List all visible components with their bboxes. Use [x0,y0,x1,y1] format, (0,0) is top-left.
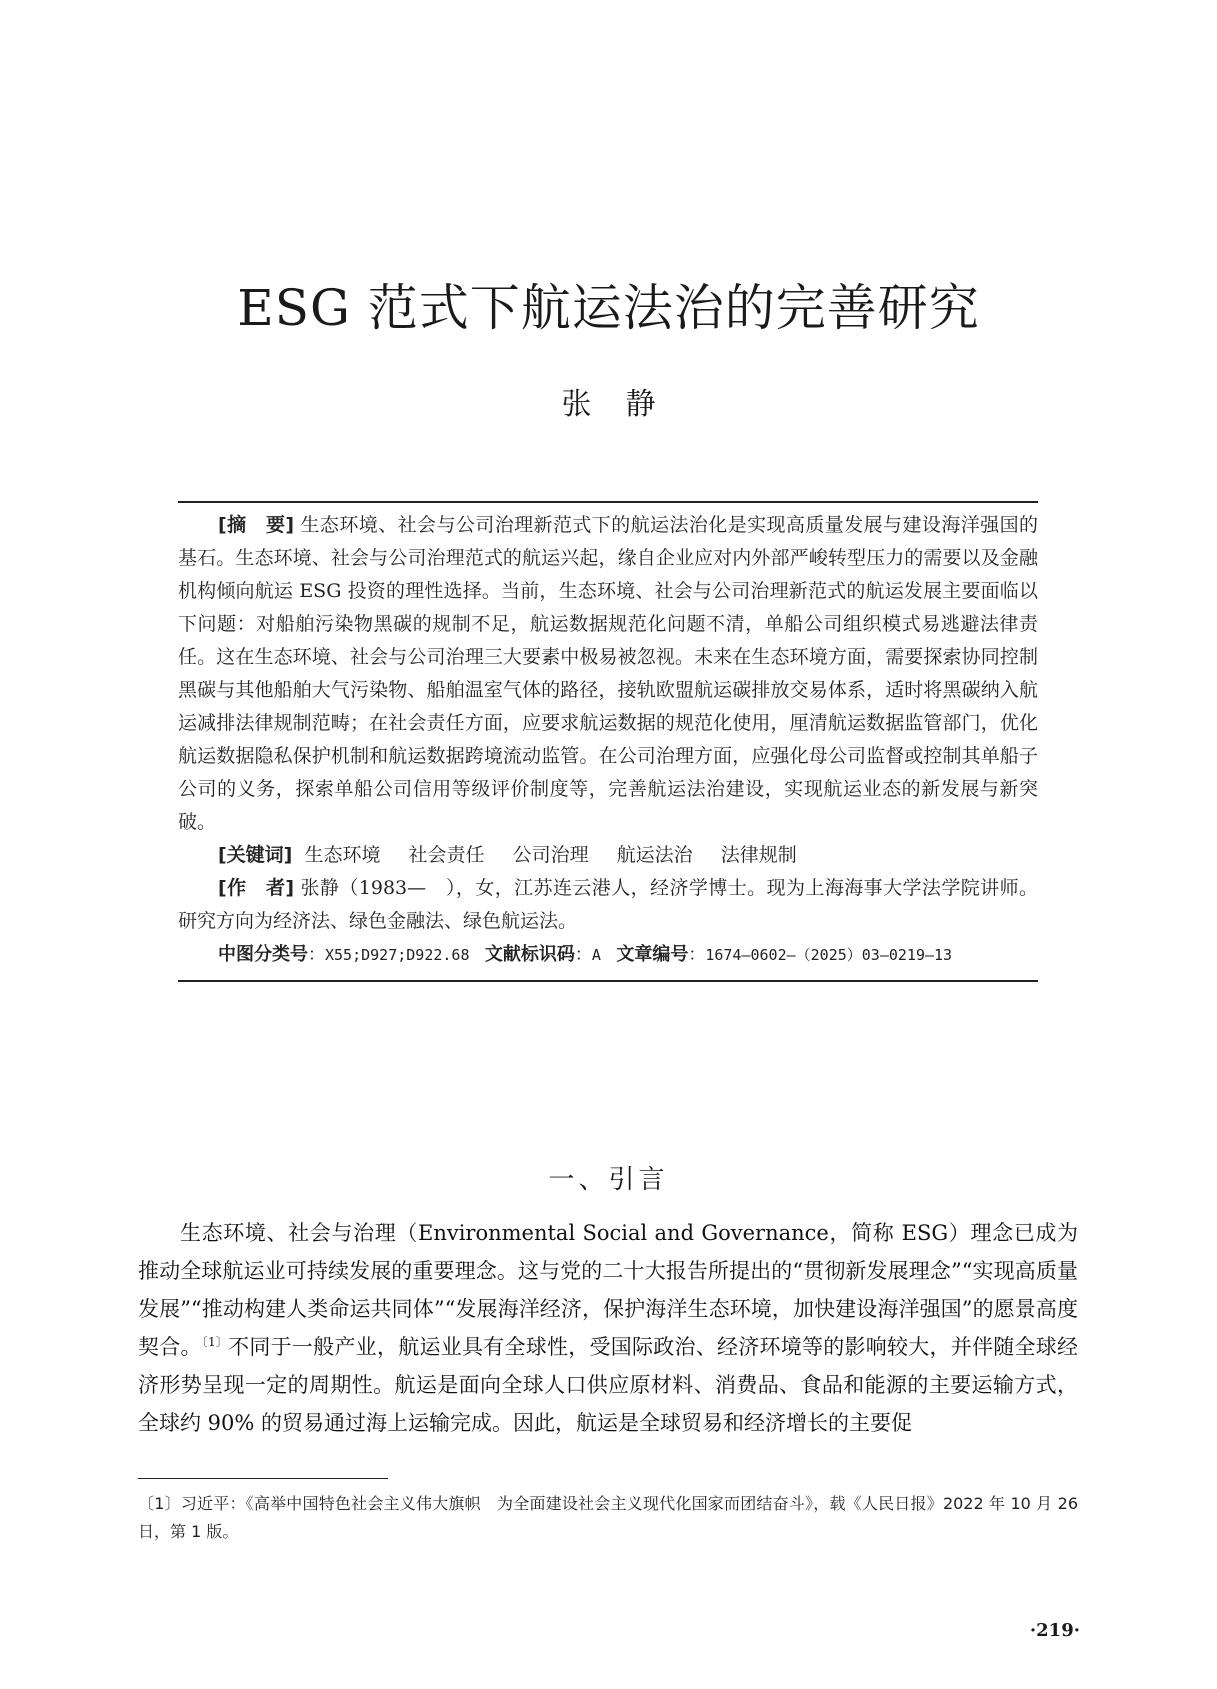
article-no-label: 文章编号 [616,944,689,965]
paper-title: ESG 范式下航运法治的完善研究 [237,279,980,337]
keyword-item: 生态环境 [304,844,381,866]
abstract-tag: [摘 要] [218,514,295,536]
body-text-part2: 不同于一般产业，航运业具有全球性，受国际政治、经济环境等的影响较大，并伴随全球经济形势呈现一定的周期性。航运是面向全球人口供应原材料、消费品、食品和能源的主要运输方式，全球约 90% 的贸易通过海上运输完成。因此，航运是全球贸易和经济增长的主要促 [138,1335,1079,1435]
footnote: 〔1〕习近平：《高举中国特色社会主义伟大旗帜 为全面建设社会主义现代化国家而团结奋斗》，载《人民日报》2022 年 10 月 26 日，第 1 版。 [138,1494,1078,1541]
clc-value: X55;D927;D922.68 [325,946,470,964]
keywords-tag: [关键词] [218,844,293,866]
reference-mark[interactable]: 〔1〕 [201,1335,229,1349]
author-info-paragraph [178,872,1038,938]
body-paragraph [138,1214,1078,1442]
doc-code-label: 文献标识码 [484,944,575,965]
author-info-tag: [作 者] [218,877,295,899]
abstract-box [178,501,1038,982]
article-no-value: 1674—0602—（2025）03—0219—13 [705,946,953,964]
keyword-item: 法律规制 [720,844,797,866]
footnote-divider [138,1478,388,1479]
author-info-text: 张静（1983— ），女，江苏连云港人，经济学博士。现为上海海事大学法学院讲师。研究方向为经济法、绿色金融法、绿色航运法。 [178,877,1039,932]
page-number: ·219· [1029,1620,1080,1641]
abstract-paragraph [178,509,1038,839]
keyword-item: 公司治理 [512,844,589,866]
keyword-item: 航运法治 [616,844,693,866]
abstract-text: 生态环境、社会与公司治理新范式下的航运法治化是实现高质量发展与建设海洋强国的基石。生态环境、社会与公司治理范式的航运兴起，缘自企业应对内外部严峻转型压力的需要以及金融机构倾向航运 ESG 投资的理性选择。当前，生态环境、社会与公司治理新范式的航运发展主要面临以下问题：对船舶污染物黑碳的规制不足，航运数据规范化问题不清，单船公司组织模式易逃避法律责任。这在生态环境、社会与公司治理三大要素中极易被忽视。未来在生态环境方面，需要探索协同控制黑碳与其他船舶大气污染物、船舶温室气体的路径，接轨欧盟航运碳排放交易体系，适时将黑碳纳入航运减排法律规制范畴；在社会责任方面，应要求航运数据的规范化使用，厘清航运数据监管部门，优化航运数据隐私保护机制和航运数据跨境流动监管。在公司治理方面，应强化母公司监督或控制其单船子公司的义务，探索单船公司信用等级评价制度等，完善航运法治建设，实现航运业态的新发展与新突破。 [178,514,1038,833]
body-text-part1: 生态环境、社会与治理（Environmental Social and Governance，简称 ESG）理念已成为推动全球航运业可持续发展的重要理念。这与党的二十大报告所提出的“贯彻新发展理念”“实现高质量发展”“推动构建人类命运共同体”“发展海洋经济，保护海洋生态环境，加快建设海洋强国”的愿景高度契合。 [138,1221,1078,1359]
keywords-line [178,839,1038,872]
section-title: 一、引言 [548,1165,669,1195]
keyword-item: 社会责任 [408,844,485,866]
author-name: 张静 [561,387,690,422]
doc-code-value: A [591,946,601,964]
classification-line: 中图分类号：X55;D927;D922.68 文献标识码：A 文章编号：1674—0602—（2025）03—0219—13 [218,944,953,965]
clc-label: 中图分类号 [218,944,308,965]
